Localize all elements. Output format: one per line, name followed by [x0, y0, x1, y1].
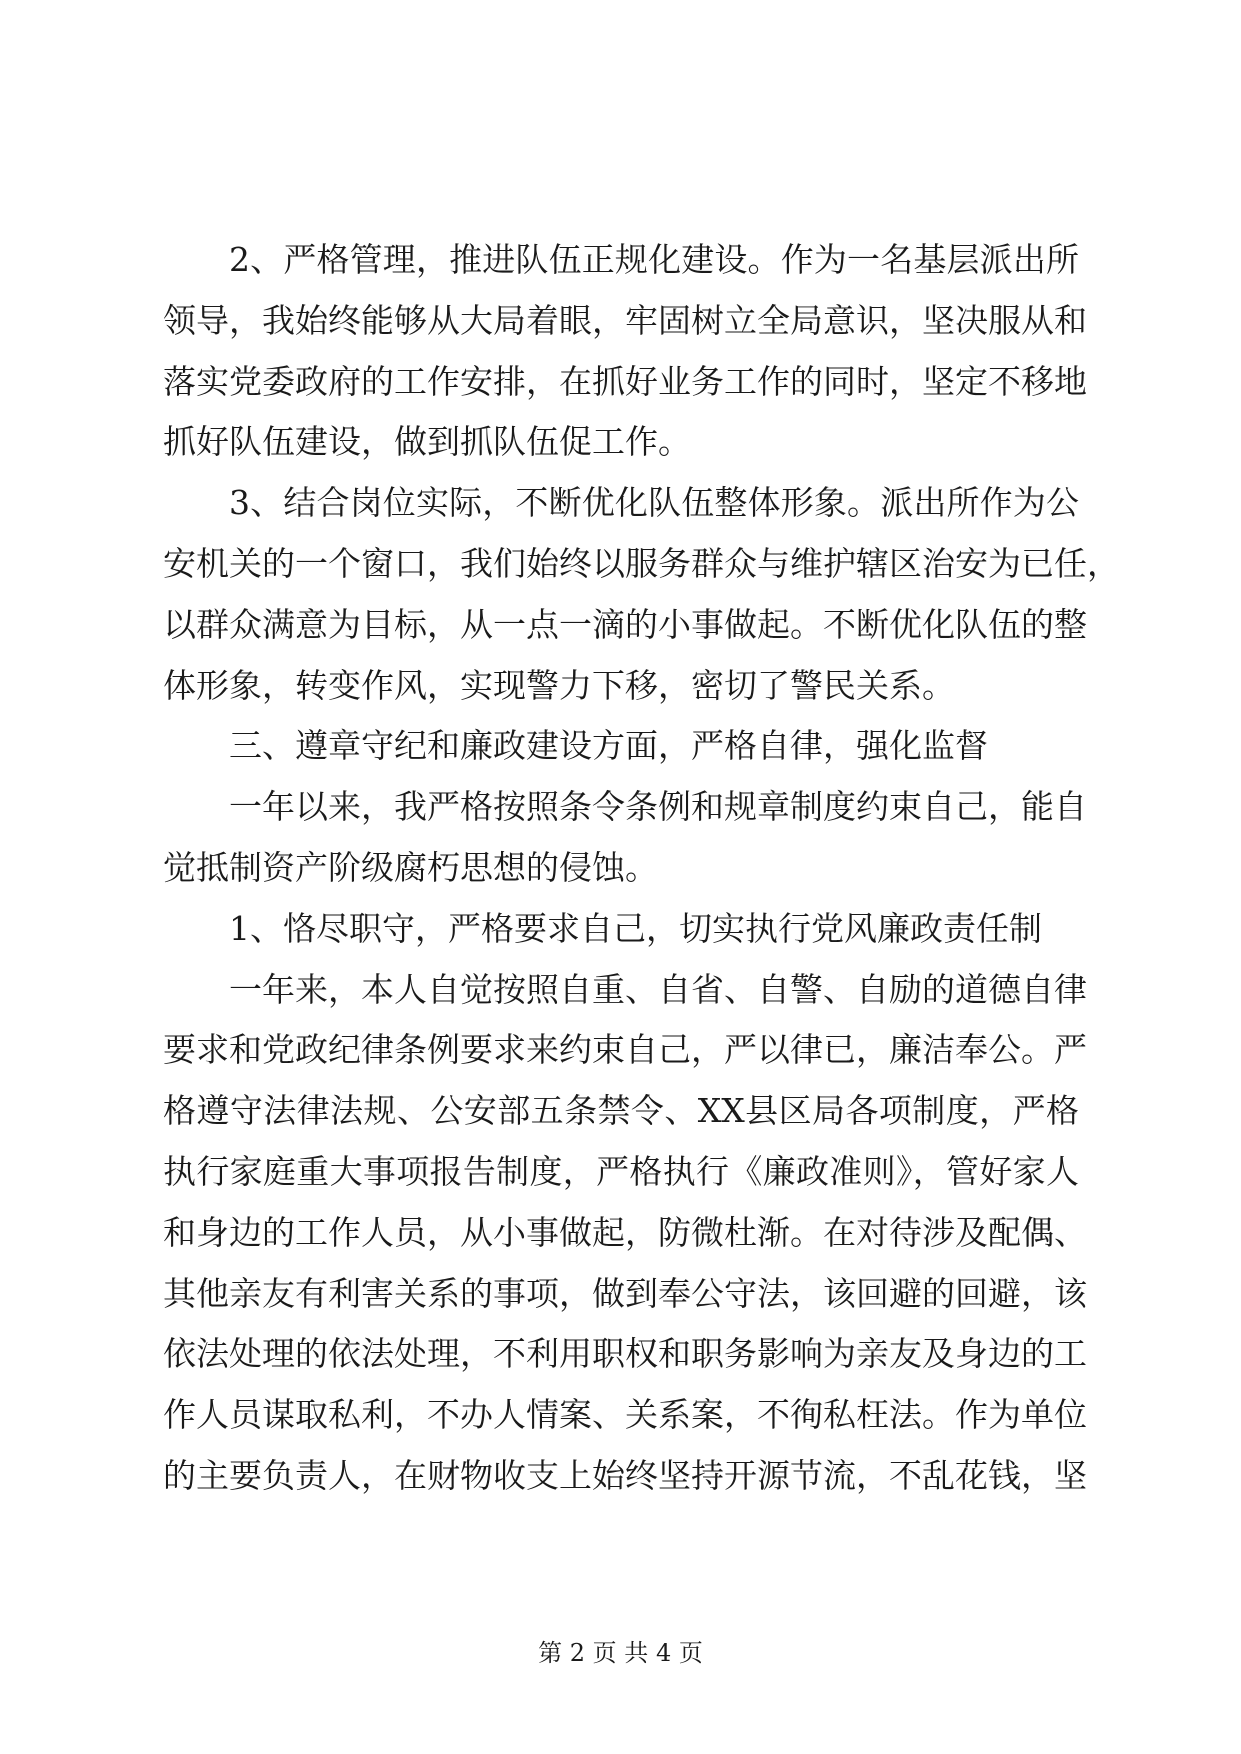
text-line: 格遵守法律法规、公安部五条禁令、XX县区局各项制度，严格: [163, 1091, 1079, 1131]
text-line: 要求和党政纪律条例要求来约束自己，严以律已，廉洁奉公。严: [163, 1030, 1087, 1070]
text-line: 安机关的一个窗口，我们始终以服务群众与维护辖区治安为已任，: [163, 543, 1120, 583]
text-line: 抓好队伍建设，做到抓队伍促工作。: [163, 422, 691, 462]
text-line: 依法处理的依法处理，不利用职权和职务影响为亲友及身边的工: [163, 1334, 1087, 1374]
text-line: 体形象，转变作风，实现警力下移，密切了警民关系。: [163, 665, 955, 705]
text-line: 3、结合岗位实际，不断优化队伍整体形象。派出所作为公: [229, 483, 1079, 523]
text-line: 执行家庭重大事项报告制度，严格执行《廉政准则》，管好家人: [163, 1151, 1079, 1191]
text-line: 以群众满意为目标，从一点一滴的小事做起。不断优化队伍的整: [163, 604, 1087, 644]
text-line: 领导，我始终能够从大局着眼，牢固树立全局意识，坚决服从和: [163, 300, 1087, 340]
text-line: 觉抵制资产阶级腐朽思想的侵蚀。: [163, 847, 658, 887]
subsection-heading: 1、恪尽职守，严格要求自己，切实执行党风廉政责任制: [229, 908, 1042, 948]
text-line: 和身边的工作人员，从小事做起，防微杜渐。在对待涉及配偶、: [163, 1212, 1087, 1252]
text-line: 一年以来，我严格按照条令条例和规章制度约束自己，能自: [229, 787, 1087, 827]
page-number-footer: 第 2 页 共 4 页: [538, 1639, 703, 1667]
text-line: 其他亲友有利害关系的事项，做到奉公守法，该回避的回避，该: [163, 1273, 1087, 1313]
section-heading: 三、遵章守纪和廉政建设方面，严格自律，强化监督: [229, 726, 988, 766]
text-line: 一年来，本人自觉按照自重、自省、自警、自励的道德自律: [229, 969, 1087, 1009]
text-line: 的主要负责人，在财物收支上始终坚持开源节流，不乱花钱，坚: [163, 1455, 1087, 1495]
text-line: 作人员谋取私利，不办人情案、关系案，不徇私枉法。作为单位: [163, 1395, 1087, 1435]
text-line: 2、严格管理，推进队伍正规化建设。作为一名基层派出所: [229, 240, 1079, 279]
text-line: 落实党委政府的工作安排，在抓好业务工作的同时，坚定不移地: [163, 361, 1087, 401]
body-text: [163, 230, 1120, 1507]
